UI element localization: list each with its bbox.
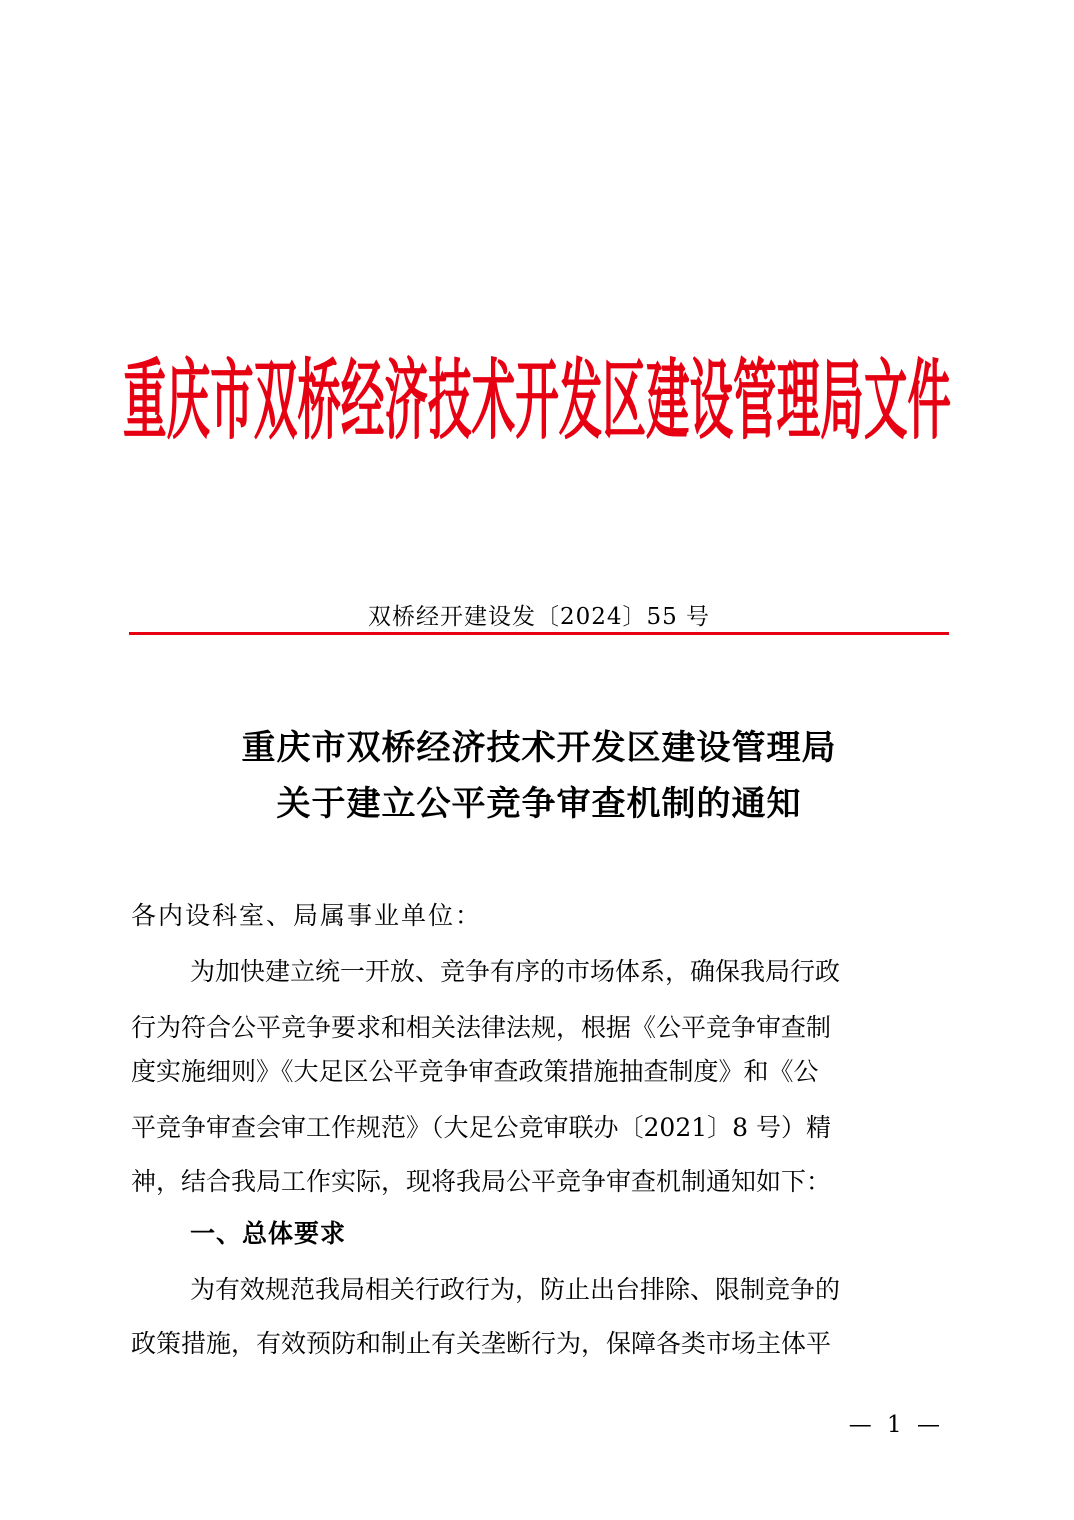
masthead-container bbox=[123, 345, 951, 455]
red-separator-line bbox=[129, 632, 949, 635]
document-title-line-1: 重庆市双桥经济技术开发区建设管理局 bbox=[241, 728, 837, 768]
paragraph-2-line-1: 为有效规范我局相关行政行为，防止出台排除、限制竞争的 bbox=[190, 1275, 841, 1304]
masthead-title: 重庆市双桥经济技术开发区建设管理局文件 bbox=[123, 348, 951, 452]
paragraph-1-line-1: 为加快建立统一开放、竞争有序的市场体系，确保我局行政 bbox=[190, 957, 841, 986]
document-number: 双桥经开建设发〔2024〕55 号 bbox=[367, 604, 711, 630]
salutation: 各内设科室、局属事业单位： bbox=[131, 901, 483, 930]
paragraph-1-line-4: 平竞争审查会审工作规范》（大足公竞审联办〔2021〕8 号）精 bbox=[131, 1113, 831, 1142]
paragraph-1-line-2: 行为符合公平竞争要求和相关法律法规，根据《公平竞争审查制 bbox=[131, 1013, 832, 1042]
document-title-line-2: 关于建立公平竞争审查机制的通知 bbox=[276, 784, 802, 824]
section-heading: 一、总体要求 bbox=[190, 1219, 347, 1248]
paragraph-2-line-2: 政策措施，有效预防和制止有关垄断行为，保障各类市场主体平 bbox=[131, 1329, 832, 1358]
paragraph-1-line-5: 神，结合我局工作实际，现将我局公平竞争审查机制通知如下： bbox=[131, 1167, 832, 1196]
paragraph-1-line-3: 度实施细则》《大足区公平竞争审查政策措施抽查制度》和《公 bbox=[131, 1057, 819, 1086]
page-number: — 1 — bbox=[848, 1412, 944, 1438]
